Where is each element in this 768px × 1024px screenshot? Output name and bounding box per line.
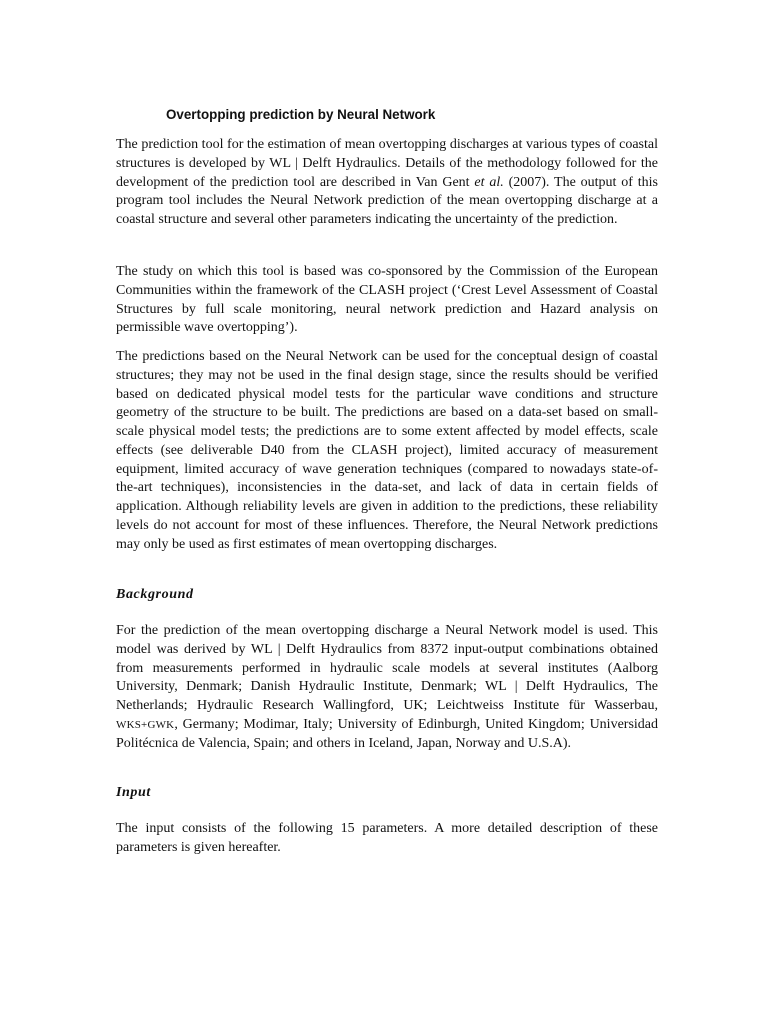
heading-input: Input (116, 785, 151, 800)
paragraph-intro-text-b: (2007). The output of this program tool includes the Neural Network prediction of the mean overtopping discharge at a coastal structure and several other parameters indicating the uncertainty of the prediction. (116, 174, 658, 227)
paragraph-predictions: The predictions based on the Neural Network can be used for the conceptual design of coastal structures; they may not be used in the final design stage, since the results should be verified based on dedicated physical model tests for the particular wave conditions and structure geometry of the structure to be built. The predictions are based on a data-set based on small-scale physical model tests; the predictions are to some extent affected by model effects, scale effects (see deliverable D40 from the CLASH project), limited accuracy of measurement equipment, limited accuracy of wave generation techniques (compared to nowadays state-of-the-art techniques), inconsistencies in the data-set, and lack of data in certain fields of application. Although reliability levels are given in addition to the predictions, these reliability levels do not account for most of these influences. Therefore, the Neural Network predictions may only be used as first estimates of mean overtopping discharges. (116, 349, 658, 552)
paragraph-intro (116, 136, 658, 230)
paragraph-intro-et-al: et al. (474, 174, 504, 190)
page-title: Overtopping prediction by Neural Network (166, 107, 436, 122)
paragraph-intro-text-a: The prediction tool for the estimation of mean overtopping discharges at various types of coastal structures is developed by WL | Delft Hydraulics. Details of the methodology followed for the development of the prediction tool are described in Van Gent (116, 137, 658, 190)
paragraph-clash-project: The study on which this tool is based was co-sponsored by the Commission of the European Communities within the framework of the CLASH project (‘Crest Level Assessment of Coastal Structures by full scale monitoring, neural network prediction and Hazard analysis on permissible wave overtopping’). (116, 264, 658, 336)
paragraph-background (116, 622, 658, 753)
paragraph-background-smallcaps: WKS+GWK (116, 718, 175, 731)
paragraph-background-text-b: , Germany; Modimar, Italy; University of Edinburgh, United Kingdom; Universidad Politécnica de Valencia, Spain; and others in Iceland, Japan, Norway and U.S.A). (116, 716, 658, 751)
heading-background: Background (116, 587, 194, 602)
paragraph-background-text-a: For the prediction of the mean overtopping discharge a Neural Network model is used. This model was derived by WL | Delft Hydraulics from 8372 input-output combinations obtained from measurements performed in hydraulic scale models at several institutes (Aalborg University, Denmark; Danish Hydraulic Institute, Denmark; WL | Delft Hydraulics, The Netherlands; Hydraulic Research Wallingford, UK; Leichtweiss Institute für Wasserbau, (116, 623, 658, 713)
paragraph-input: The input consists of the following 15 parameters. A more detailed description of these parameters is given hereafter. (116, 821, 658, 855)
